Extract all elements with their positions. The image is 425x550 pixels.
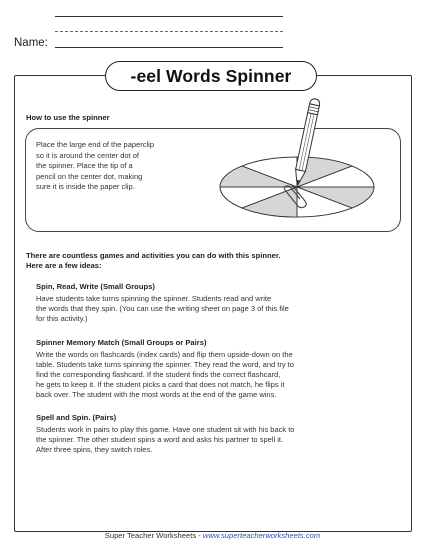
section-heading: Spinner Memory Match (Small Groups or Pairs) bbox=[36, 338, 207, 347]
how-to-heading: How to use the spinner bbox=[26, 113, 110, 122]
title-banner bbox=[105, 61, 317, 91]
instructions-text: Place the large end of the paperclip so it is around the center dot of the spinner. Place the tip of a pencil on the center dot, making sure it is inside the paper clip. bbox=[36, 140, 154, 192]
page-title: -eel Words Spinner bbox=[130, 65, 292, 86]
section-heading: Spell and Spin. (Pairs) bbox=[36, 413, 117, 422]
section-heading: Spin, Read, Write (Small Groups) bbox=[36, 282, 155, 291]
name-field[interactable] bbox=[55, 47, 283, 48]
footer bbox=[0, 531, 425, 540]
footer-link[interactable]: www.superteacherworksheets.com bbox=[202, 531, 321, 540]
name-top-line bbox=[55, 16, 283, 17]
section-body: Have students take turns spinning the spinner. Students read and write the words that they spin. (You can use the writing sheet on page 3 of this file for this activity.) bbox=[36, 294, 289, 324]
section-body: Students work in pairs to play this game. Have one student sit with his back to the spinner. The other student spins a word and asks his partner to spell it. After three spins, they switch roles. bbox=[36, 425, 295, 455]
section-body: Write the words on flashcards (index cards) and flip them upside-down on the table. Students take turns spinning the spinner. They read the word, and try to find the corresponding flashcard. If the student finds the correct flashcard, he gets to keep it. If the student picks a card that does not match, he flips it back over. The student with the most words at the end of the game wins. bbox=[36, 350, 294, 400]
name-label: Name: bbox=[14, 37, 48, 49]
footer-text: Super Teacher Worksheets - bbox=[104, 531, 203, 540]
intro-text: There are countless games and activities you can do with this spinner. Here are a few ideas: bbox=[26, 251, 281, 270]
spinner-illustration bbox=[214, 94, 404, 230]
name-dashed-line bbox=[55, 31, 283, 32]
